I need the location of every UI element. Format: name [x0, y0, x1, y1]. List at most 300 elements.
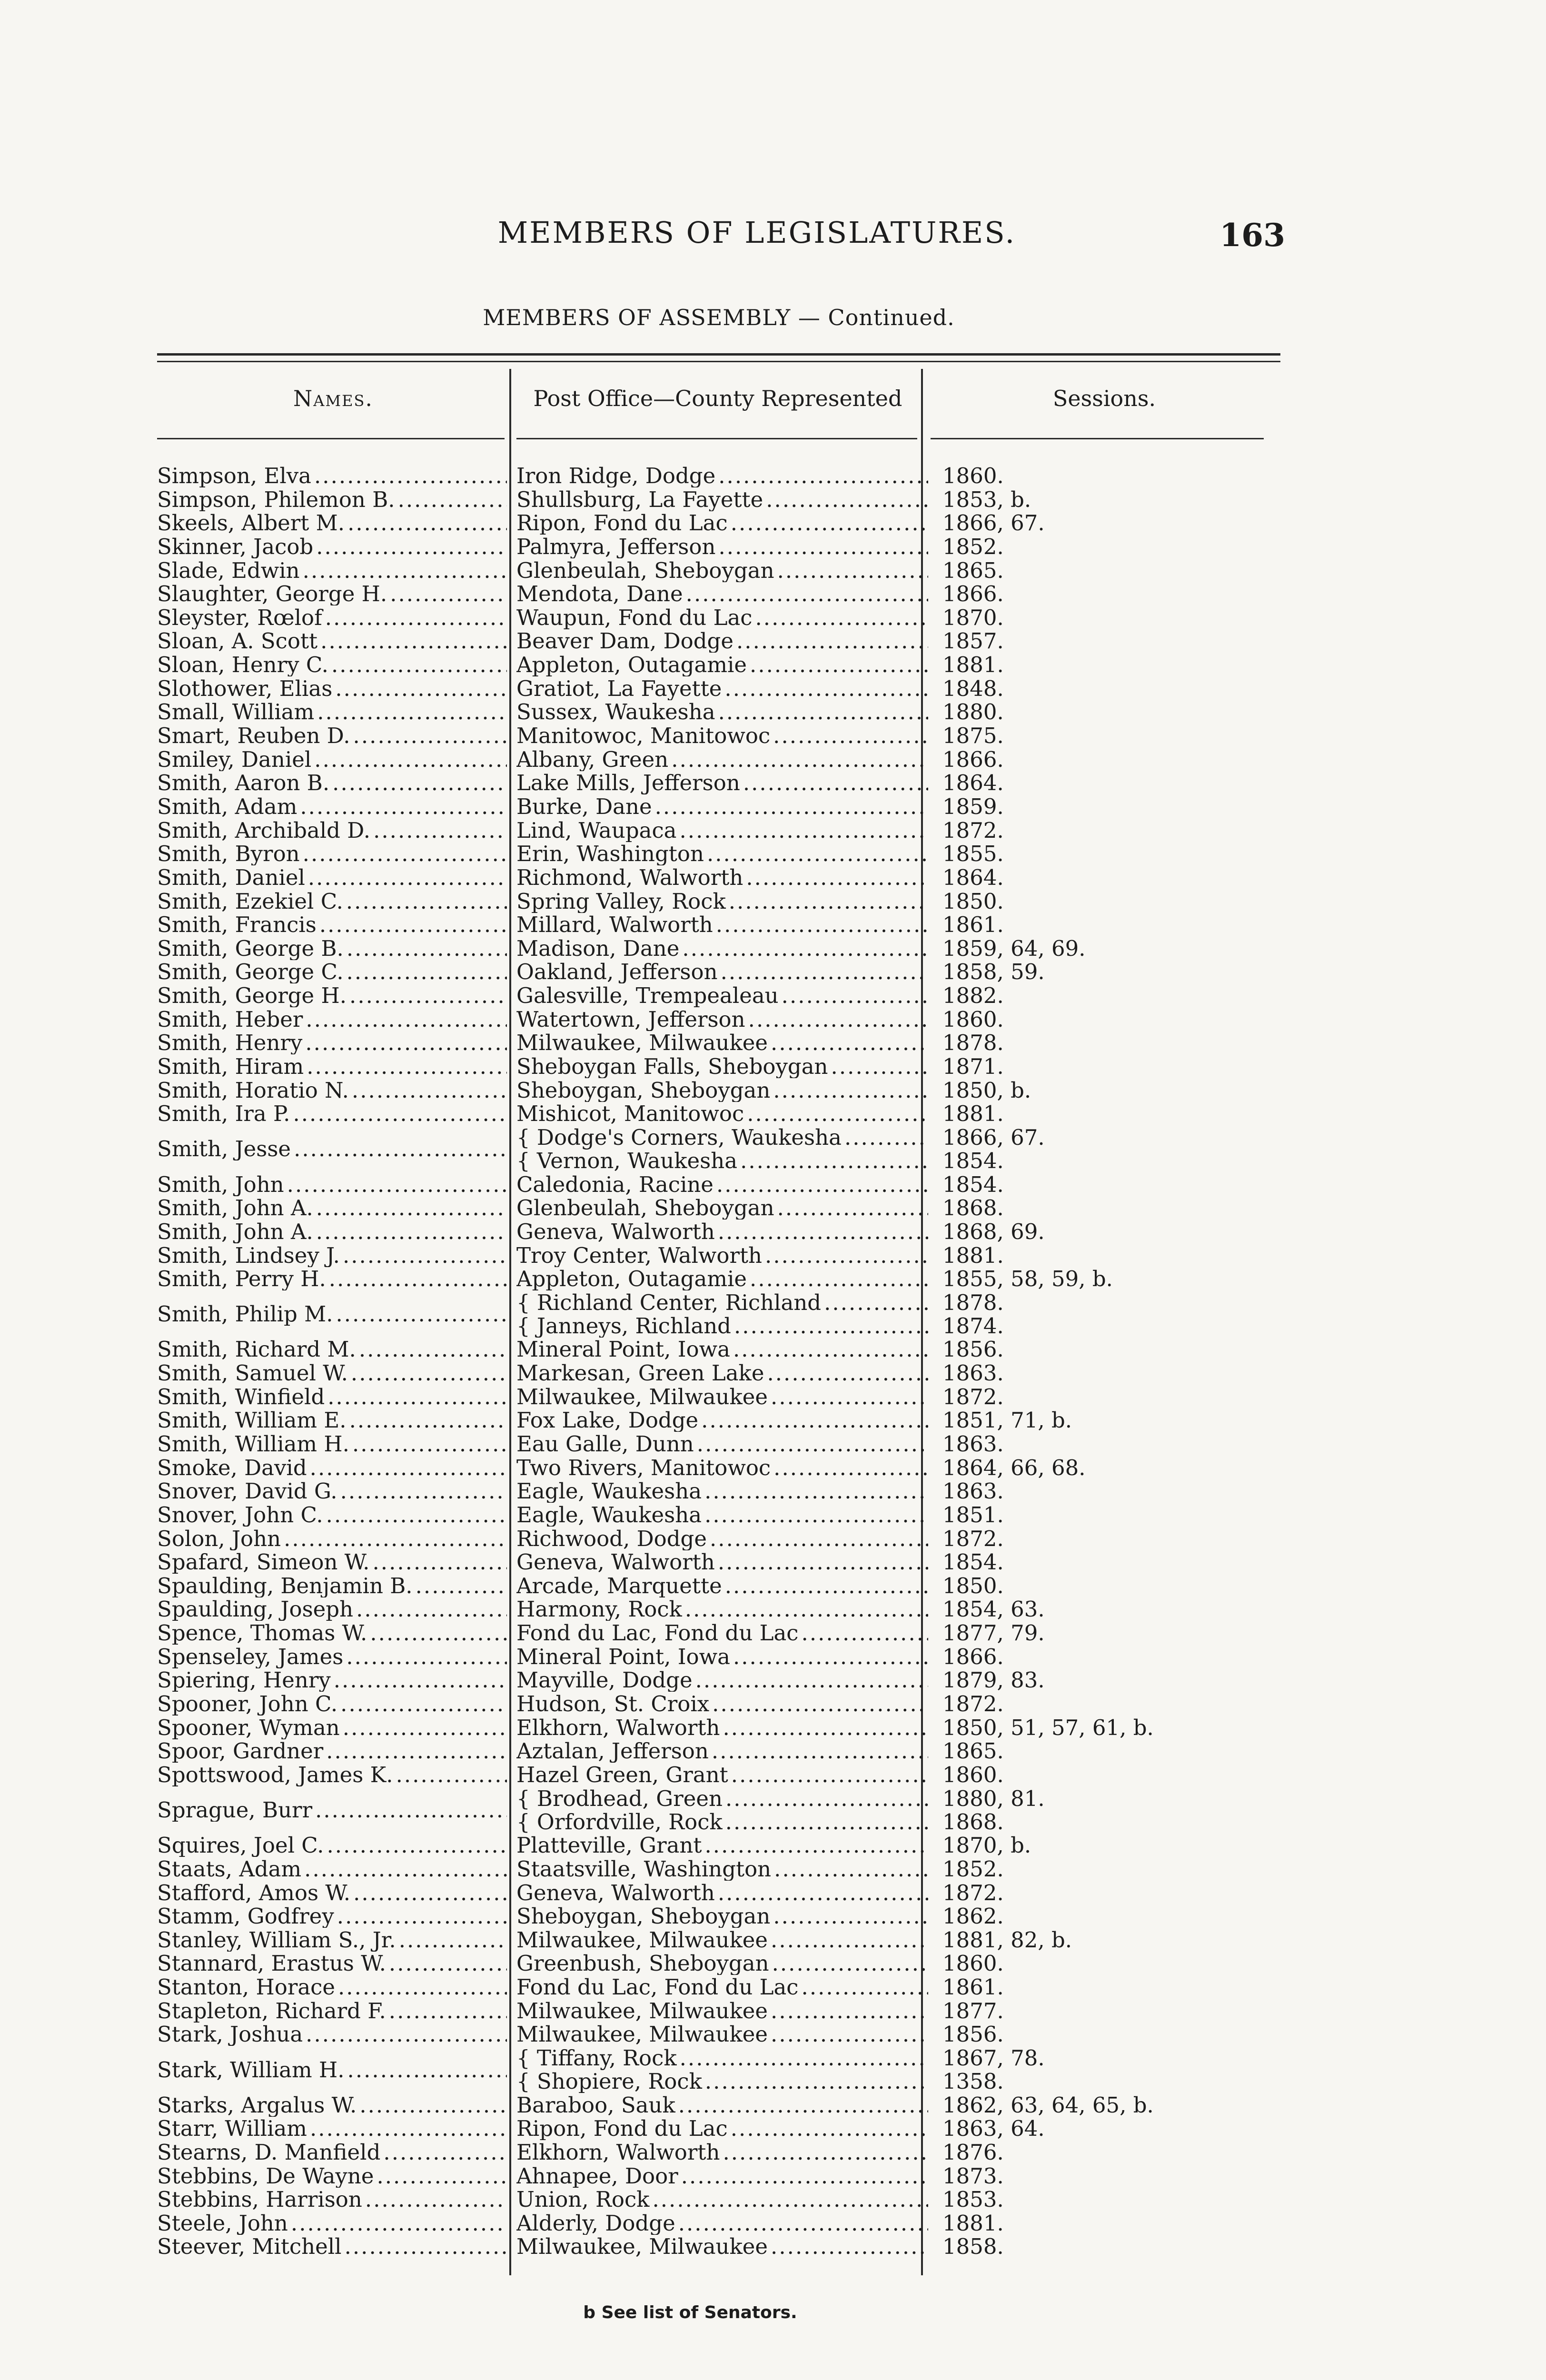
member-name-cell — [157, 1692, 507, 1716]
session-years: 1872. — [942, 1385, 1004, 1408]
sessions-cell — [942, 1527, 1276, 1550]
dot-leader — [353, 724, 507, 747]
session-years: 1850, b. — [942, 1078, 1031, 1102]
post-office-cell — [516, 2093, 928, 2117]
dot-leader — [718, 700, 928, 724]
member-name-cell — [157, 1456, 507, 1479]
post-office-cell — [516, 795, 928, 818]
post-office-county: Sheboygan, Sheboygan — [516, 1078, 771, 1102]
dot-leader — [359, 1338, 507, 1361]
post-office-cell — [516, 1527, 928, 1550]
top-double-rule-lower — [157, 361, 1280, 362]
member-name: Spence, Thomas W. — [157, 1621, 367, 1645]
session-years: 1872. — [942, 1881, 1004, 1904]
session-years: 1866. — [942, 747, 1004, 771]
dot-leader — [731, 511, 928, 535]
member-name: Skinner, Jacob — [157, 535, 314, 558]
member-name-cell — [157, 559, 507, 582]
post-office-cell — [516, 535, 928, 558]
dot-leader — [773, 1904, 928, 1928]
member-name: Smith, Archibald D. — [157, 818, 371, 842]
sessions-cell — [942, 960, 1276, 983]
post-office-county: Fox Lake, Dodge — [516, 1408, 699, 1432]
sessions-cell — [942, 1834, 1276, 1857]
dot-leader — [705, 2070, 928, 2093]
post-office-county: Two Rivers, Manitowoc — [516, 1456, 771, 1479]
table-row — [157, 1408, 1299, 1432]
post-office-cell — [516, 1550, 928, 1574]
table-row — [157, 1527, 1299, 1550]
session-years: 1872. — [942, 818, 1004, 842]
dot-leader — [678, 2211, 928, 2235]
dot-leader — [802, 1621, 928, 1645]
table-row — [157, 913, 1299, 936]
post-office-line — [516, 1975, 928, 1999]
post-office-cell — [516, 2211, 928, 2235]
post-office-county: Milwaukee, Milwaukee — [516, 1999, 768, 2023]
sessions-cell — [942, 842, 1276, 865]
member-name: Solon, John — [157, 1527, 281, 1550]
dot-leader — [337, 1904, 507, 1928]
post-office-line — [516, 937, 928, 960]
post-office-line — [516, 1881, 928, 1904]
sessions-cell — [942, 724, 1276, 747]
member-name: Spenseley, James — [157, 1645, 344, 1668]
dot-leader — [305, 1031, 507, 1054]
top-double-rule-upper — [157, 353, 1280, 356]
post-office-cell — [516, 960, 928, 983]
table-row — [157, 1763, 1299, 1786]
dot-leader — [771, 1999, 928, 2023]
post-office-county: Milwaukee, Milwaukee — [516, 1385, 768, 1408]
post-office-cell — [516, 488, 928, 511]
post-office-line — [516, 748, 928, 771]
sessions-cell — [942, 1291, 1276, 1338]
post-office-county: { Orfordville, Rock — [516, 1809, 723, 1834]
post-office-county: Elkhorn, Walworth — [516, 2140, 720, 2164]
session-years: 1850. — [942, 1574, 1004, 1597]
member-name: Stanton, Horace — [157, 1975, 335, 1999]
session-years: 1877. — [942, 1999, 1004, 2023]
post-office-line — [516, 1149, 928, 1172]
dot-leader — [306, 1008, 507, 1031]
member-name: Sleyster, Rœlof — [157, 605, 322, 629]
member-name-cell — [157, 1904, 507, 1928]
dot-leader — [334, 1668, 507, 1692]
dot-leader — [712, 1692, 928, 1716]
member-name: Smith, Ezekiel C. — [157, 889, 343, 913]
sessions-cell — [942, 1668, 1276, 1692]
table-row — [157, 2023, 1299, 2046]
member-name: Smith, Jesse — [157, 1137, 291, 1161]
member-name: Spiering, Henry — [157, 1668, 331, 1692]
sessions-cell — [942, 629, 1276, 653]
member-name: Spaulding, Benjamin B. — [157, 1574, 413, 1597]
table-row — [157, 582, 1299, 605]
dot-leader — [773, 1456, 928, 1479]
post-office-cell — [516, 2046, 928, 2093]
post-office-county: { Tiffany, Rock — [516, 2046, 677, 2071]
dot-leader — [686, 582, 928, 605]
member-name: Smith, Byron — [157, 842, 300, 866]
dot-leader — [723, 2141, 928, 2164]
member-name-cell — [157, 677, 507, 700]
session-years: 1859, 64, 69. — [942, 936, 1086, 960]
sessions-cell — [942, 535, 1276, 558]
post-office-line — [516, 2093, 928, 2117]
post-office-line — [516, 1763, 928, 1786]
dot-leader — [347, 937, 507, 960]
sessions-cell — [942, 2235, 1276, 2258]
member-name-cell — [157, 866, 507, 889]
post-office-county: Milwaukee, Milwaukee — [516, 2023, 768, 2046]
table-row — [157, 771, 1299, 794]
sessions-cell — [942, 1055, 1276, 1078]
post-office-cell — [516, 1267, 928, 1290]
member-name-cell — [157, 535, 507, 558]
member-name-cell — [157, 1503, 507, 1527]
dot-leader — [315, 1798, 507, 1822]
page-title: MEMBERS OF LEGISLATURES. — [497, 215, 1016, 250]
post-office-county: Glenbeulah, Sheboygan — [516, 558, 774, 582]
dot-leader — [329, 1267, 507, 1290]
member-name: Smith, John A. — [157, 1196, 313, 1220]
member-name: Smith, Ira P. — [157, 1102, 290, 1126]
sessions-cell — [942, 511, 1276, 535]
post-office-line — [516, 677, 928, 700]
member-name: Spaulding, Joseph — [157, 1597, 354, 1621]
session-years: 1854. — [942, 1550, 1004, 1574]
session-years: 1848. — [942, 676, 1004, 700]
member-name: Steele, John — [157, 2211, 288, 2235]
member-name: Smith, George C. — [157, 960, 344, 984]
post-office-county: Milwaukee, Milwaukee — [516, 1031, 768, 1055]
dot-leader — [718, 535, 928, 558]
post-office-line — [516, 842, 928, 865]
member-name: Skeels, Albert M. — [157, 511, 345, 535]
member-name: Stafford, Amos W. — [157, 1881, 351, 1904]
member-name: Smith, Perry H. — [157, 1267, 326, 1291]
post-office-cell — [516, 1716, 928, 1739]
member-name: Smith, Heber — [157, 1007, 303, 1031]
sessions-cell — [942, 795, 1276, 818]
member-name: Small, William — [157, 700, 315, 724]
post-office-line — [516, 1338, 928, 1361]
post-office-county: Ripon, Fond du Lac — [516, 511, 728, 535]
post-office-county: Staatsville, Washington — [516, 1857, 772, 1881]
sessions-cell — [942, 1456, 1276, 1479]
session-years: 1865. — [942, 1739, 1004, 1763]
column-header-names: Names. — [293, 386, 374, 411]
sessions-cell — [942, 1975, 1276, 1999]
post-office-cell — [516, 1031, 928, 1054]
dot-leader — [345, 2235, 507, 2258]
session-years: 1881, 82, b. — [942, 1928, 1072, 1952]
dot-leader — [680, 2046, 928, 2070]
dot-leader — [678, 2093, 928, 2117]
dot-leader — [300, 795, 507, 818]
post-office-cell — [516, 1952, 928, 1975]
table-row — [157, 1952, 1299, 1975]
member-name-cell — [157, 1881, 507, 1904]
post-office-county: Eagle, Waukesha — [516, 1503, 702, 1527]
sessions-cell — [942, 1173, 1276, 1196]
member-name: Sloan, A. Scott — [157, 629, 318, 653]
dot-leader — [824, 1291, 928, 1314]
table-row — [157, 1692, 1299, 1716]
table-row — [157, 2164, 1299, 2188]
post-office-county: Caledonia, Racine — [516, 1172, 714, 1196]
dot-leader — [697, 1432, 928, 1456]
session-years: 1855. — [942, 842, 1004, 866]
sessions-cell — [942, 771, 1276, 794]
table-row — [157, 535, 1299, 558]
dot-leader — [771, 1031, 928, 1054]
dot-leader — [746, 866, 928, 889]
post-office-line — [516, 2070, 928, 2093]
post-office-county: Ahnapee, Door — [516, 2164, 678, 2188]
dot-leader — [316, 1196, 507, 1220]
table-row — [157, 2117, 1299, 2140]
table-row — [157, 795, 1299, 818]
session-years: 1882. — [942, 984, 1004, 1008]
dot-leader — [308, 866, 507, 889]
dot-leader — [701, 1408, 928, 1432]
post-office-cell — [516, 629, 928, 653]
dot-leader — [336, 1302, 507, 1326]
member-name-cell — [157, 1079, 507, 1102]
post-office-line — [516, 890, 928, 913]
dot-leader — [343, 1716, 507, 1739]
member-name: Spoor, Gardner — [157, 1739, 324, 1763]
post-office-cell — [516, 1787, 928, 1834]
member-name: Stebbins, Harrison — [157, 2188, 362, 2211]
page-number: 163 — [1219, 217, 1285, 254]
table-row — [157, 653, 1299, 676]
member-name: Smith, Winfield — [157, 1385, 325, 1408]
session-years: 1881. — [942, 2211, 1004, 2235]
sessions-cell — [942, 1550, 1276, 1574]
dot-leader — [773, 724, 928, 747]
sessions-cell — [942, 1196, 1276, 1220]
post-office-county: Mineral Point, Iowa — [516, 1338, 730, 1361]
post-office-cell — [516, 1126, 928, 1172]
member-name: Smoke, David — [157, 1456, 307, 1479]
member-name-cell — [157, 890, 507, 913]
member-name-cell — [157, 2164, 507, 2188]
member-name: Stark, William H. — [157, 2058, 345, 2082]
post-office-line — [516, 1928, 928, 1952]
member-name: Stannard, Erastus W. — [157, 1952, 386, 1975]
post-office-county: Sussex, Waukesha — [516, 700, 715, 724]
dot-leader — [682, 937, 928, 960]
sessions-cell — [942, 819, 1276, 842]
member-name-cell — [157, 464, 507, 487]
post-office-line — [516, 1527, 928, 1550]
post-office-line — [516, 559, 928, 582]
sessions-cell — [942, 1244, 1276, 1267]
session-years: 1866. — [942, 582, 1004, 606]
post-office-cell — [516, 913, 928, 936]
post-office-line — [516, 1787, 928, 1810]
post-office-line — [516, 700, 928, 724]
member-name: Stark, Joshua — [157, 2023, 303, 2046]
post-office-line — [516, 1055, 928, 1078]
post-office-line — [516, 1810, 928, 1834]
dot-leader — [347, 2058, 507, 2082]
member-name-cell — [157, 913, 507, 936]
session-years: 1853, b. — [942, 487, 1031, 511]
member-name-cell — [157, 582, 507, 605]
table-row — [157, 748, 1299, 771]
member-name-cell — [157, 511, 507, 535]
post-office-cell — [516, 1220, 928, 1243]
sessions-cell — [942, 1126, 1276, 1172]
table-row — [157, 1881, 1299, 1904]
post-office-county: Elkhorn, Walworth — [516, 1716, 720, 1739]
member-name: Simpson, Elva — [157, 464, 311, 487]
dot-leader — [733, 1645, 928, 1668]
post-office-line — [516, 724, 928, 747]
session-years: 1857. — [942, 629, 1004, 653]
member-name-cell — [157, 1668, 507, 1692]
table-row — [157, 2211, 1299, 2235]
header-rule-sessions — [931, 438, 1264, 439]
session-years: 1881. — [942, 653, 1004, 677]
post-office-county: Eau Galle, Dunn — [516, 1432, 694, 1456]
post-office-county: Fond du Lac, Fond du Lac — [516, 1975, 799, 1999]
post-office-line — [516, 1220, 928, 1243]
member-name-cell — [157, 1432, 507, 1456]
dot-leader — [307, 1055, 507, 1078]
member-name-cell — [157, 1952, 507, 1975]
table-row — [157, 1385, 1299, 1408]
session-years: 1870. — [942, 605, 1004, 629]
dot-leader — [340, 1692, 507, 1716]
table-row — [157, 1126, 1299, 1172]
dot-leader — [831, 1055, 928, 1078]
post-office-line — [516, 1173, 928, 1196]
member-name-cell — [157, 1220, 507, 1243]
table-row — [157, 2235, 1299, 2258]
dot-leader — [343, 1244, 507, 1267]
dot-leader — [399, 1928, 507, 1952]
member-name-cell — [157, 842, 507, 865]
member-name-cell — [157, 1244, 507, 1267]
sessions-cell — [942, 2093, 1276, 2117]
post-office-county: Platteville, Grant — [516, 1834, 702, 1857]
dot-leader — [335, 677, 507, 700]
dot-leader — [365, 2188, 507, 2211]
post-office-line — [516, 1244, 928, 1267]
post-office-cell — [516, 1361, 928, 1385]
dot-leader — [320, 629, 507, 653]
post-office-county: { Janneys, Richland — [516, 1313, 731, 1338]
member-name-cell — [157, 984, 507, 1007]
dot-leader — [733, 1338, 928, 1361]
member-name-cell — [157, 2235, 507, 2258]
dot-leader — [721, 960, 928, 983]
member-name-cell — [157, 1999, 507, 2023]
table-row — [157, 984, 1299, 1007]
post-office-county: Glenbeulah, Sheboygan — [516, 1196, 774, 1220]
post-office-line — [516, 606, 928, 629]
post-office-county: Hazel Green, Grant — [516, 1763, 728, 1786]
post-office-county: Lind, Waupaca — [516, 818, 677, 842]
dot-leader — [316, 535, 507, 558]
dot-leader — [743, 771, 928, 794]
dot-leader — [802, 1975, 928, 1999]
post-office-cell — [516, 1975, 928, 1999]
members-table — [157, 464, 1299, 2259]
member-name-cell — [157, 2188, 507, 2211]
post-office-line — [516, 913, 928, 936]
member-name: Squires, Joel C. — [157, 1834, 324, 1857]
post-office-cell — [516, 866, 928, 889]
post-office-cell — [516, 464, 928, 487]
post-office-cell — [516, 1692, 928, 1716]
post-office-line — [516, 1999, 928, 2023]
dot-leader — [340, 1479, 507, 1503]
dot-leader — [725, 1574, 928, 1597]
dot-leader — [680, 819, 929, 842]
post-office-line — [516, 1102, 928, 1125]
post-office-county: Hudson, St. Croix — [516, 1692, 710, 1716]
post-office-county: Union, Rock — [516, 2188, 650, 2211]
member-name: Smith, Horatio N. — [157, 1078, 349, 1102]
table-row — [157, 842, 1299, 865]
dot-leader — [372, 1550, 507, 1574]
sessions-cell — [942, 1952, 1276, 1975]
dot-leader — [303, 842, 507, 865]
member-name: Smith, George B. — [157, 936, 344, 960]
sessions-cell — [942, 2046, 1276, 2093]
session-years: 1864. — [942, 771, 1004, 795]
member-name-cell — [157, 1621, 507, 1645]
session-years: 1853. — [942, 2188, 1004, 2211]
post-office-county: Arcade, Marquette — [516, 1574, 722, 1597]
post-office-line — [516, 1668, 928, 1692]
post-office-cell — [516, 1291, 928, 1338]
member-name-cell — [157, 488, 507, 511]
post-office-cell — [516, 1574, 928, 1597]
sessions-cell — [942, 1267, 1276, 1290]
table-row — [157, 1244, 1299, 1267]
post-office-county: Richmond, Walworth — [516, 865, 743, 889]
post-office-county: Albany, Green — [516, 747, 669, 771]
sessions-cell — [942, 748, 1276, 771]
session-years: 1880, 81. — [942, 1786, 1045, 1811]
dot-leader — [767, 1361, 928, 1385]
member-name-cell — [157, 1196, 507, 1220]
post-office-cell — [516, 819, 928, 842]
member-name-cell — [157, 2023, 507, 2046]
post-office-county: Geneva, Walworth — [516, 1550, 715, 1574]
member-name: Simpson, Philemon B. — [157, 487, 395, 511]
dot-leader — [346, 1645, 507, 1668]
dot-leader — [740, 1149, 928, 1172]
post-office-cell — [516, 1479, 928, 1503]
sessions-cell — [942, 488, 1276, 511]
dot-leader — [349, 1408, 507, 1432]
post-office-cell — [516, 771, 928, 794]
dot-leader — [747, 1102, 928, 1125]
table-row — [157, 1173, 1299, 1196]
member-name-cell — [157, 606, 507, 629]
dot-leader — [287, 1173, 507, 1196]
post-office-line — [516, 1621, 928, 1645]
post-office-county: Waupun, Fond du Lac — [516, 605, 753, 629]
